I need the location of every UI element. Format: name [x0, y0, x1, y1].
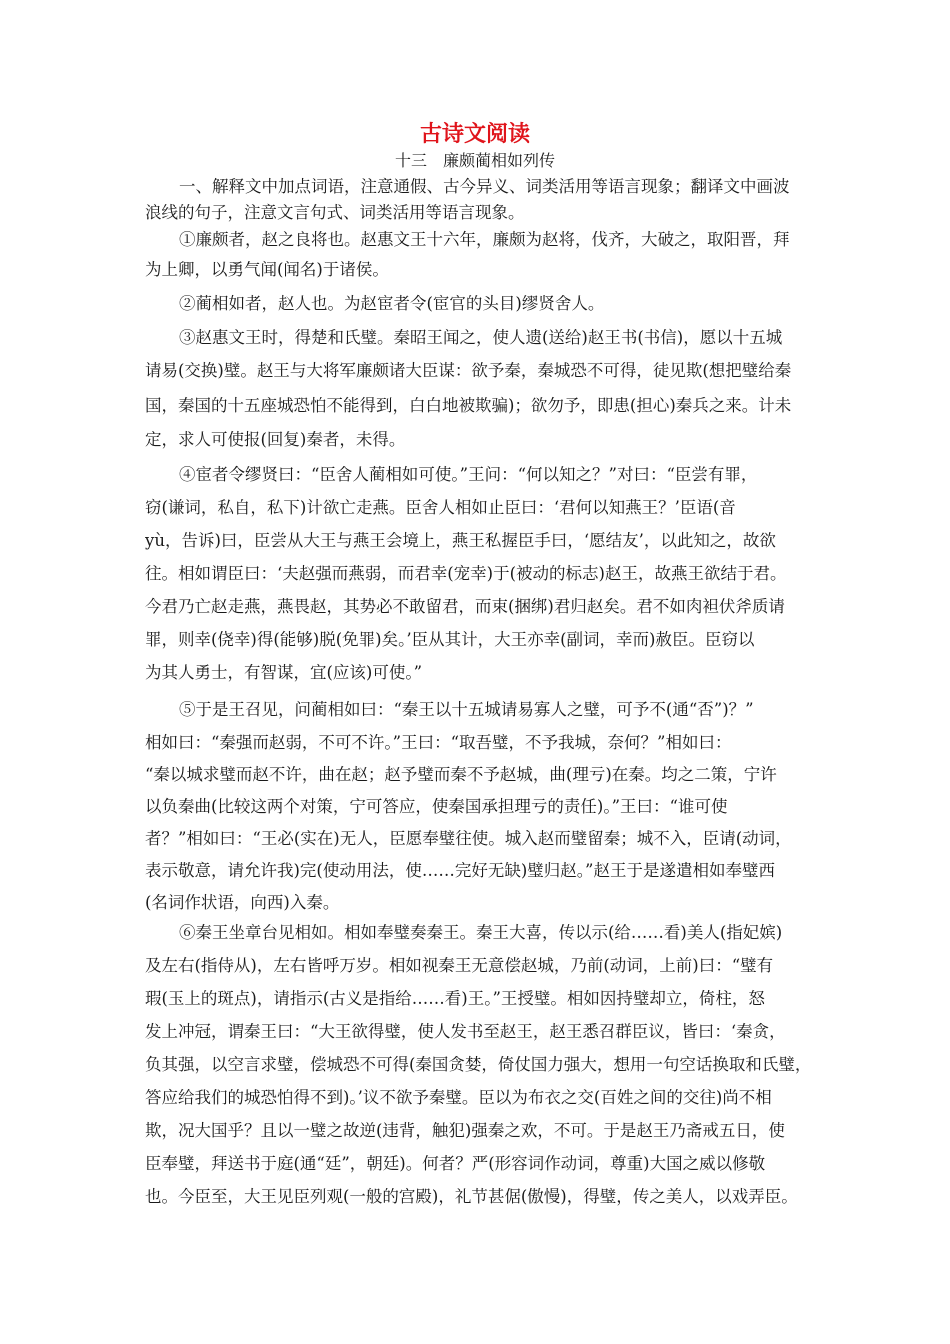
text-line: 往。相如谓臣曰：‘夫赵强而燕弱，而君幸(宠幸)于(被动的标志)赵王，故燕王欲结于君。: [145, 564, 787, 583]
text-line: 瑕(玉上的斑点)，请指示(古义是指给……看)王。”王授璧。相如因持璧却立，倚柱，怒: [145, 989, 765, 1008]
text-line: 定，求人可使报(回复)秦者，未得。: [145, 430, 406, 449]
text-line: 发上冲冠，谓秦王曰：“大王欲得璧，使人发书至赵王，赵王悉召群臣议，皆曰：‘秦贪，: [145, 1022, 786, 1041]
text-line: 为其人勇士，有智谋，宜(应该)可使。”: [145, 663, 423, 682]
text-line: ②蔺相如者，赵人也。为赵宦者令(宦官的头目)缪贤舍人。: [179, 294, 605, 313]
text-line: “秦以城求璧而赵不许，曲在赵；赵予璧而秦不予赵城，曲(理亏)在秦。均之二策，宁许: [145, 765, 777, 784]
text-line: 也。今臣至，大王见臣列观(一般的宫殿)，礼节甚倨(傲慢)，得璧，传之美人，以戏弄臣。: [145, 1187, 798, 1206]
text-line: ④宦者令缪贤曰：“臣舍人蔺相如可使。”王问：“何以知之？”对曰：“臣尝有罪，: [179, 465, 758, 484]
text-line: 为上卿，以勇气闻(闻名)于诸侯。: [145, 260, 389, 279]
text-line: 者？”相如曰：“王必(实在)无人，臣愿奉璧往使。城入赵而璧留秦；城不入，臣请(动词，: [145, 829, 792, 848]
text-line: 今君乃亡赵走燕，燕畏赵，其势必不敢留君，而束(捆绑)君归赵矣。君不如肉袒伏斧质请: [145, 597, 785, 616]
text-line: 及左右(指侍从)，左右皆呼万岁。相如视秦王无意偿赵城，乃前(动词，上前)曰：“璧有: [145, 956, 774, 975]
text-line: ⑤于是王召见，问蔺相如曰：“秦王以十五城请易寡人之璧，可予不(通“否”)？”: [179, 700, 754, 719]
text-line: 相如曰：“秦强而赵弱，不可不许。”王曰：“取吾璧，不予我城，奈何？”相如曰：: [145, 733, 732, 752]
text-line: 窃(谦词，私自，私下)计欲亡走燕。臣舍人相如止臣曰：‘君何以知燕王？’臣语(音: [145, 498, 736, 517]
text-line: 表示敬意，请允许我)完(使动用法，使……完好无缺)璧归赵。”赵王于是遂遣相如奉璧西: [145, 861, 775, 880]
text-line: 负其强，以空言求璧，偿城恐不可得(秦国贪婪，倚仗国力强大，想用一句空话换取和氏璧，: [145, 1055, 812, 1074]
text-line: ⑥秦王坐章台见相如。相如奉璧奏秦王。秦王大喜，传以示(给……看)美人(指妃嫔): [179, 923, 783, 942]
text-line: 欺，况大国乎？且以一璧之故逆(违背，触犯)强秦之欢，不可。于是赵王乃斋戒五日，使: [145, 1121, 785, 1140]
text-line: yù，告诉)曰，臣尝从大王与燕王会境上，燕王私握臣手曰，‘愿结友’，以此知之，故欲: [145, 531, 776, 550]
text-line: 答应给我们的城恐怕得不到)。’议不欲予秦璧。臣以为布衣之交(百姓之间的交往)尚不相: [145, 1088, 772, 1107]
text-line: ③赵惠文王时，得楚和氏璧。秦昭王闻之，使人遗(送给)赵王书(书信)，愿以十五城: [179, 328, 783, 347]
text-line: 一、解释文中加点词语，注意通假、古今异义、词类活用等语言现象；翻译文中画波: [179, 177, 790, 196]
text-line: 臣奉璧，拜送书于庭(通“廷”，朝廷)。何者？严(形容词作动词，尊重)大国之威以修敬: [145, 1154, 766, 1173]
text-line: ①廉颇者，赵之良将也。赵惠文王十六年，廉颇为赵将，伐齐，大破之，取阳晋，拜: [179, 230, 790, 249]
document-title: 古诗文阅读: [419, 122, 530, 147]
text-line: 罪，则幸(侥幸)得(能够)脱(免罪)矣。’臣从其计，大王亦幸(副词，幸而)赦臣。臣窃以: [145, 630, 755, 649]
text-line: 请易(交换)璧。赵王与大将军廉颇诸大臣谋：欲予秦，秦城恐不可得，徒见欺(想把璧给秦: [145, 361, 792, 380]
text-line: (名词作状语，向西)入秦。: [145, 893, 340, 912]
text-line: 浪线的句子，注意文言句式、词类活用等语言现象。: [145, 203, 525, 222]
text-line: 以负秦曲(比较这两个对策，宁可答应，使秦国承担理亏的责任)。”王曰：“谁可使: [145, 797, 728, 816]
document-subtitle: 十三 廉颇蔺相如列传: [394, 151, 555, 170]
text-line: 国，秦国的十五座城恐怕不能得到，白白地被欺骗)；欲勿予，即患(担心)秦兵之来。计未: [145, 396, 792, 415]
